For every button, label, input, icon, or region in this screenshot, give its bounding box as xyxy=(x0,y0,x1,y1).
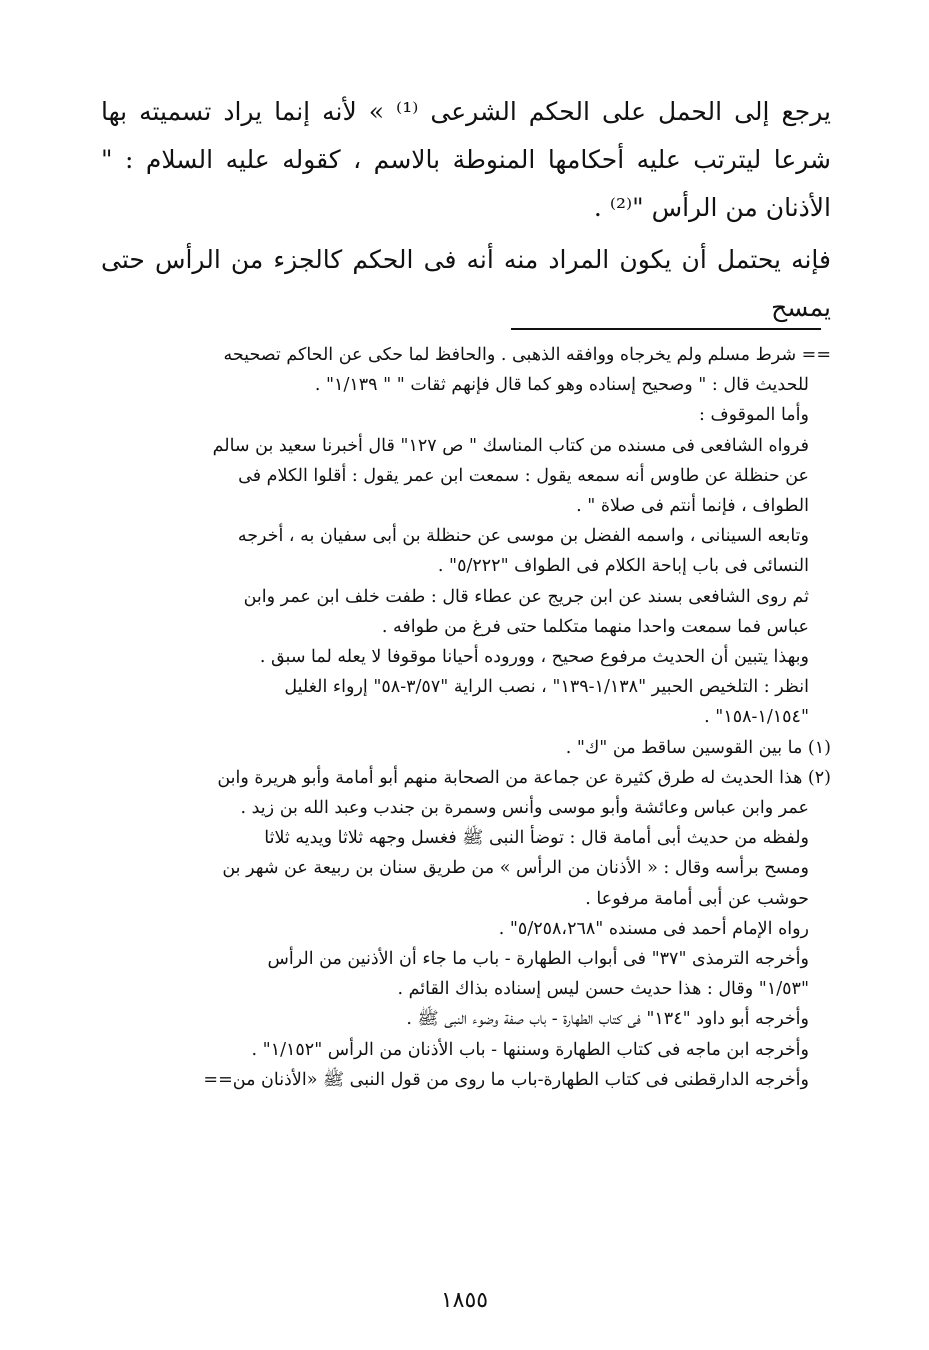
footnote-line: وأخرجه ابن ماجه فى كتاب الطهارة وسننها - باب الأذنان من الرأس "١/١٥٢" . xyxy=(251,1039,809,1060)
footnote-line: النسائى فى باب إباحة الكلام فى الطواف "٥/٢٢٢" . xyxy=(437,556,809,577)
main-paragraph-2: فإنه يحتمل أن يكون المراد منه أنه فى الحكم كالجزء من الرأس حتى يمسح xyxy=(101,245,831,322)
footnote-line: وأخرجه الترمذى "٣٧" فى أبواب الطهارة - باب ما جاء أن الأذنين من الرأس xyxy=(267,949,809,970)
footnote-separator xyxy=(511,328,821,330)
footnote-line: == شرط مسلم ولم يخرجاه ووافقه الذهبى . والحافظ لما حكى عن الحاكم تصحيحه xyxy=(223,345,831,365)
footnote-line: عمر وابن عباس وعائشة وأبو موسى وأنس وسمرة بن جندب وعبد الله بن زيد . xyxy=(240,798,809,819)
footnote-line: وبهذا يتبين أن الحديث مرفوع صحيح ، ووروده أحيانا موقوفا لا يعله لما سبق . xyxy=(259,647,809,668)
footnote-line: "١/١٥٤-١٥٨" . xyxy=(704,707,809,728)
main-paragraph-1: يرجع إلى الحمل على الحكم الشرعى ⁽¹⁾ » لأنه إنما يراد تسميته بها شرعا ليترتب عليه أحكامها المنوطة بالاسم ، كقوله عليه السلام : " الأذنان من الرأس "⁽²⁾ . xyxy=(101,97,831,222)
footnote-line: انظر : التلخيص الحبير "١/١٣٨-١٣٩" ، نصب الراية "٣/٥٧-٥٨" إرواء الغليل xyxy=(284,677,809,698)
footnote-line: ولفظه من حديث أبى أمامة قال : توضأ النبى ﷺ فغسل وجهه ثلاثا ويديه ثلاثا xyxy=(264,828,809,849)
footnote-line: الطواف ، فإنما أنتم فى صلاة " . xyxy=(576,496,809,517)
footnote-line: فرواه الشافعى فى مسنده من كتاب المناسك " ص ١٢٧" قال أخبرنا سعيد بن سالم xyxy=(212,435,809,456)
footnote-line: حوشب عن أبى أمامة مرفوعا . xyxy=(585,888,809,909)
footnotes xyxy=(101,340,831,1095)
footnote-line: للحديث قال : " وصحيح إسناده وهو كما قال فإنهم ثقات " " ١/١٣٩" . xyxy=(314,375,809,396)
page-number: ١٨٥٥ xyxy=(440,1288,489,1313)
main-text xyxy=(101,88,831,332)
footnote-line: وتابعه السينانى ، واسمه الفضل بن موسى عن حنظلة بن أبى سفيان به ، أخرجه xyxy=(237,526,809,547)
footnote-line: وأخرجه الدارقطنى فى كتاب الطهارة-باب ما روى من قول النبى ﷺ «الأذنان من== xyxy=(203,1069,809,1090)
footnote-2: (٢) هذا الحديث له طرق كثيرة عن جماعة من الصحابة منهم أبو أمامة وأبو هريرة وابن xyxy=(217,767,831,788)
footnote-line: ومسح برأسه وقال : « الأذنان من الرأس » من طريق سنان بن ربيعة عن شهر بن xyxy=(222,858,809,879)
footnote-line: عباس فما سمعت واحدا منهما متكلما حتى فرغ من طوافه . xyxy=(381,616,809,637)
footnote-line: ثم روى الشافعى بسند عن ابن جريج عن عطاء قال : طفت خلف ابن عمر وابن xyxy=(243,586,809,607)
footnote-line: وأما الموقوف : xyxy=(699,405,809,426)
footnote-line: عن حنظلة عن طاوس أنه سمعه يقول : سمعت ابن عمر يقول : أقلوا الكلام فى xyxy=(238,465,809,486)
footnote-1: (١) ما بين القوسين ساقط من "ك" . xyxy=(565,737,831,758)
footnote-line: "١/٥٣" وقال : هذا حديث حسن ليس إسناده بذاك القائم . xyxy=(397,979,809,1000)
footnote-line: وأخرجه أبو داود "١٣٤" فى كتاب الطهارة - باب صفة وضوء النبى ﷺ . xyxy=(406,1009,809,1030)
footnote-line: رواه الإمام أحمد فى مسنده "٥/٢٥٨،٢٦٨" . xyxy=(498,918,809,939)
